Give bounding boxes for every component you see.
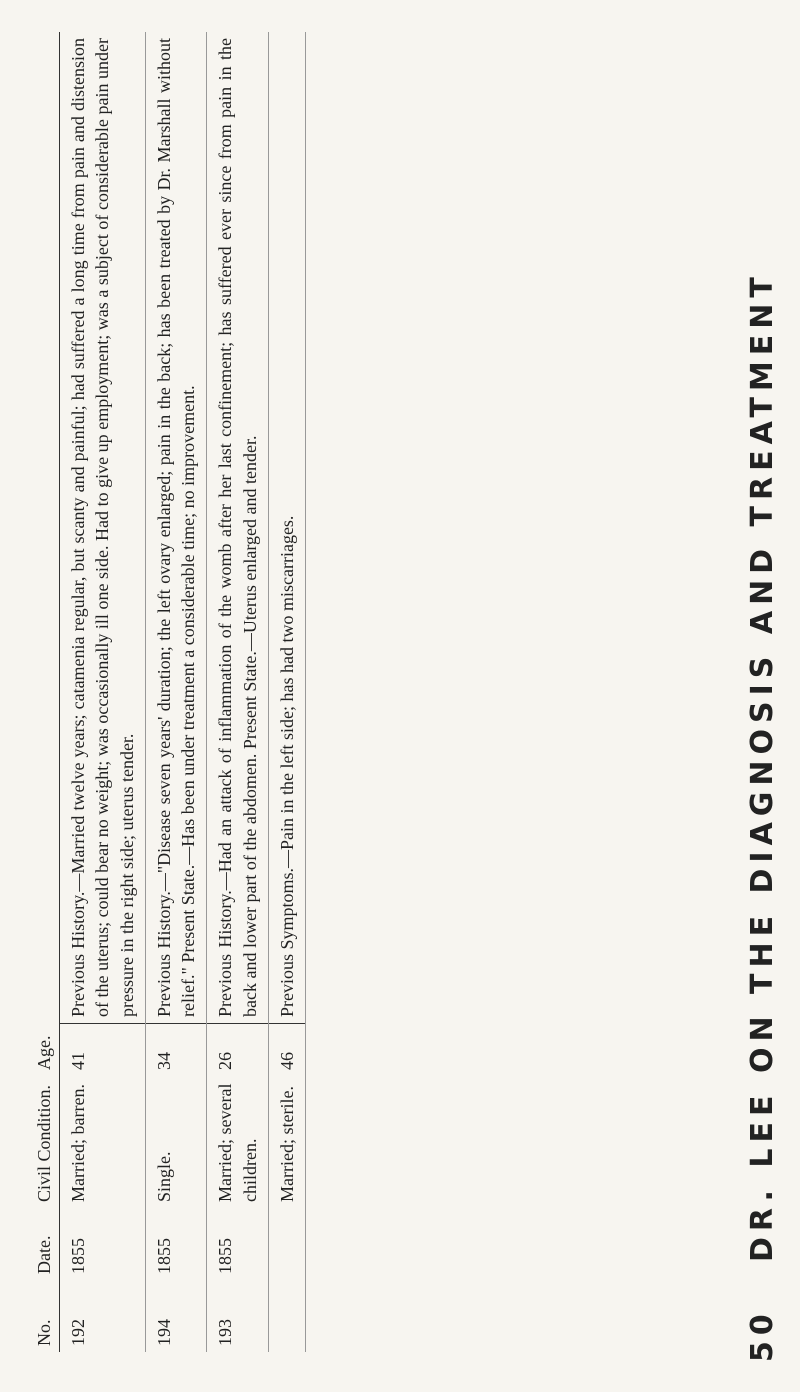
- case-condition: Married; barren.: [60, 1076, 146, 1208]
- case-date: [269, 1208, 306, 1280]
- case-number: [269, 1280, 306, 1352]
- running-head: [732, 0, 792, 1392]
- case-age: 41: [60, 1024, 146, 1077]
- case-date: 1855: [60, 1208, 146, 1280]
- header-no: No.: [30, 1280, 60, 1352]
- case-condition: Single.: [145, 1076, 207, 1208]
- table-row: [207, 32, 269, 1352]
- header-age: Age.: [30, 1024, 60, 1077]
- table-row: [60, 32, 146, 1352]
- case-age: 34: [145, 1024, 207, 1077]
- case-date: 1855: [145, 1208, 207, 1280]
- cases-table: [30, 32, 306, 1352]
- case-text: Previous History.—Married twelve years; catamenia regular, but scanty and painful; had suffered a long time from pain and distension of the uterus; could bear no weight; was occasionally ill one side. Had to give up employment; was a subject of considerable pain under pressure in the right side; uterus tender.: [60, 32, 146, 1024]
- case-condition: Married; several children.: [207, 1076, 269, 1208]
- page-number: 50: [744, 1308, 780, 1362]
- header-text: [30, 32, 60, 1024]
- case-number: 194: [145, 1280, 207, 1352]
- case-number: 192: [60, 1280, 146, 1352]
- case-condition: Married; sterile.: [269, 1076, 306, 1208]
- table-row: [145, 32, 207, 1352]
- case-age: 46: [269, 1024, 306, 1077]
- case-number: 193: [207, 1280, 269, 1352]
- case-date: 1855: [207, 1208, 269, 1280]
- case-text: Previous History.—Had an attack of inflammation of the womb after her last confinement; has suffered ever since from pain in the back and lower part of the abdomen. Present State.—Uterus enlarged and tender.: [207, 32, 269, 1024]
- table-header-row: [30, 32, 60, 1352]
- case-text: Previous History.—"Disease seven years' duration; the left ovary enlarged; pain in the back; has been treated by Dr. Marshall without relief." Present State.—Has been under treatment a considerable time; no improvement.: [145, 32, 207, 1024]
- running-title: DR. LEE ON THE DIAGNOSIS AND TREATMENT: [744, 271, 780, 1262]
- header-condition: Civil Condition.: [30, 1076, 60, 1208]
- header-date: Date.: [30, 1208, 60, 1280]
- case-text: Previous Symptoms.—Pain in the left side; has had two miscarriages.: [269, 32, 306, 1024]
- table-row: [269, 32, 306, 1352]
- case-age: 26: [207, 1024, 269, 1077]
